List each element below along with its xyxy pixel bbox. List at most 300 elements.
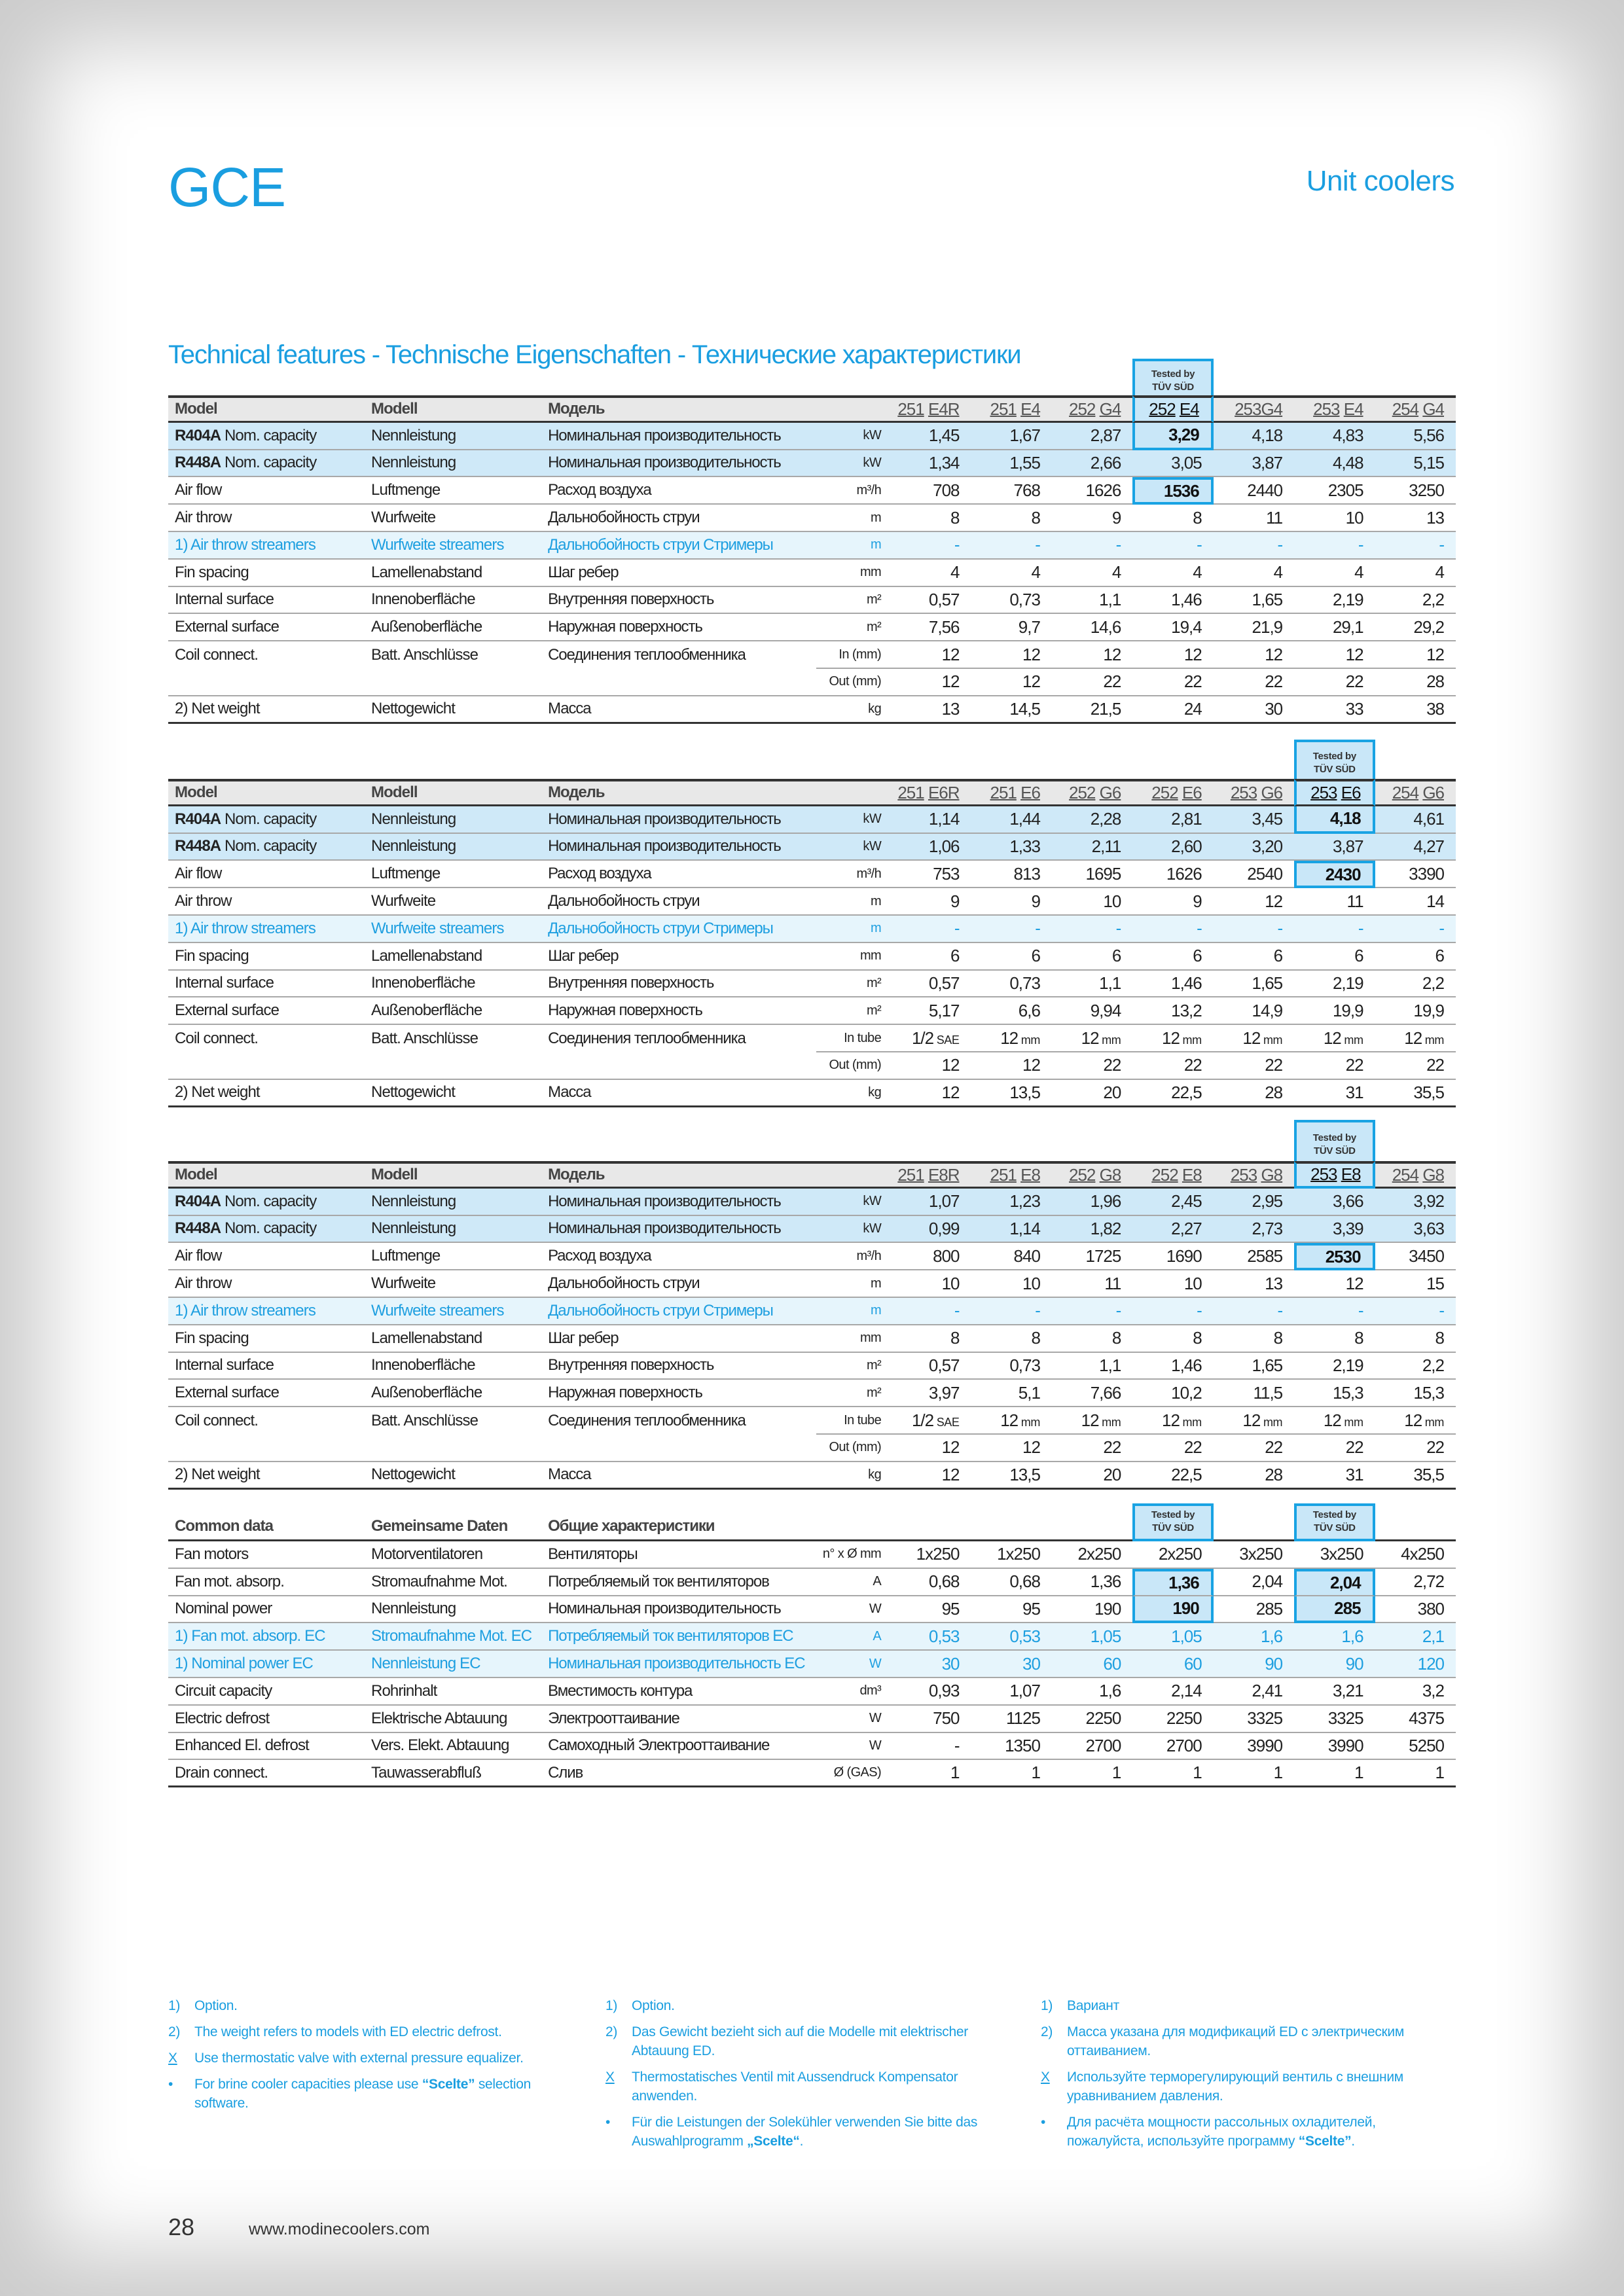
value-cell: 2305 [1294, 477, 1375, 505]
spacer-cell [365, 740, 541, 779]
column-header-ru: Общие характеристики [541, 1503, 816, 1541]
table-row [168, 806, 1456, 834]
value-cell: 1626 [1052, 477, 1132, 505]
value-cell: 3390 [1375, 861, 1456, 888]
value-cell: 2,28 [1052, 806, 1132, 834]
value-cell: 0,73 [971, 587, 1052, 615]
value-cell: 2,87 [1052, 423, 1132, 450]
value-cell: 1,1 [1052, 587, 1132, 615]
model-code-part: 253 [1310, 782, 1337, 802]
row-label-ru: Электрооттаивание [541, 1706, 816, 1733]
value-cell: 4 [1375, 560, 1456, 587]
spacer-cell [541, 740, 816, 779]
value-cell: - [1132, 1298, 1213, 1325]
spacer-cell [890, 1120, 971, 1161]
model-header [971, 395, 1052, 423]
value-cell: 28 [1375, 669, 1456, 696]
label-text: Internal surface [175, 1356, 274, 1374]
tested-badge-row [168, 740, 1456, 779]
value-cell: 8 [1052, 1325, 1132, 1353]
value-cell: - [1052, 916, 1132, 943]
unit-header [816, 395, 890, 423]
value-cell: - [890, 532, 971, 560]
row-label-ru [541, 669, 816, 696]
value-cell: - [1375, 532, 1456, 560]
model-code-part: 253G4 [1235, 399, 1283, 419]
value-cell [890, 1025, 971, 1052]
table-row [168, 641, 1456, 669]
value-cell: 22 [1214, 669, 1294, 696]
table-row [168, 1353, 1456, 1380]
row-label-en [168, 1025, 365, 1052]
value-cell: 1690 [1132, 1243, 1213, 1270]
value-cell: 3325 [1294, 1706, 1375, 1733]
value-cell: 20 [1052, 1462, 1132, 1490]
value-cell: 1,14 [971, 1216, 1052, 1244]
value-cell: 2,60 [1132, 834, 1213, 861]
unit-cell: dm³ [816, 1678, 890, 1706]
table-row [168, 971, 1456, 998]
spec-table [168, 1503, 1456, 1787]
value-cell: 35,5 [1375, 1080, 1456, 1107]
spacer-cell [971, 740, 1052, 779]
value-suffix: SAE [933, 1033, 960, 1047]
spacer-cell [1052, 740, 1132, 779]
value-cell: 0,57 [890, 587, 971, 615]
table-row [168, 1596, 1456, 1624]
row-label-de: Nennleistung [365, 1189, 541, 1216]
footnote-body: Для расчёта мощности рассольных охладителей, пожалуйста, используйте программу [1067, 2115, 1376, 2149]
table-row [168, 1435, 1456, 1462]
value-suffix: mm [1422, 1415, 1444, 1429]
common-data-table [168, 1503, 1456, 1787]
unit-cell: m [816, 505, 890, 532]
value-cell: 1x250 [890, 1541, 971, 1569]
row-label-ru: Вентиляторы [541, 1541, 816, 1569]
row-label-ru: Шаг ребер [541, 560, 816, 587]
value-cell: 6 [1132, 943, 1213, 971]
badge-line: TÜV SÜD [1152, 382, 1194, 393]
value-cell: 2,2 [1375, 587, 1456, 615]
row-label-en [168, 943, 365, 971]
value-cell: 22 [1214, 1435, 1294, 1462]
footnote-item [168, 2049, 587, 2068]
value-cell: 1,96 [1052, 1189, 1132, 1216]
value-cell: 190 [1132, 1596, 1213, 1624]
value-cell: 24 [1132, 696, 1213, 724]
footnote-tail: . [799, 2134, 804, 2149]
row-label-ru: Соединения теплообменника [548, 1030, 746, 1048]
unit-cell: kW [816, 423, 890, 450]
value-cell: 2,1 [1375, 1623, 1456, 1651]
row-label-de: Batt. Anschlüsse [371, 1412, 478, 1430]
value-cell: 2,19 [1294, 971, 1375, 998]
value-cell: 12 [1132, 641, 1213, 669]
row-label-ru: Вместимость контура [541, 1678, 816, 1706]
footnote-body: Option. [194, 1998, 238, 2013]
footnote-body: For brine cooler capacities please use [194, 2077, 422, 2092]
model-code-part: G6 [1261, 782, 1283, 802]
table-row [168, 1462, 1456, 1490]
value-cell: 1,82 [1052, 1216, 1132, 1244]
model-header [971, 779, 1052, 806]
row-label-en: Enhanced El. defrost [168, 1733, 365, 1761]
row-label-ru: Номинальная производительность [541, 834, 816, 861]
row-label-en: 1) Fan mot. absorp. EC [168, 1623, 365, 1651]
model-code-part: E8 [1182, 1164, 1202, 1185]
value-cell: 1 [1375, 1760, 1456, 1787]
table-row [168, 505, 1456, 532]
row-label-de: Nennleistung [365, 806, 541, 834]
value-cell: 1,65 [1214, 1353, 1294, 1380]
model-code-part: G6 [1099, 782, 1121, 802]
value-cell: 22,5 [1132, 1080, 1213, 1107]
model-header [1375, 395, 1456, 423]
value-cell: 13,2 [1132, 997, 1213, 1025]
value-cell: 1,06 [890, 834, 971, 861]
footnote-text [1067, 2113, 1420, 2151]
value-cell: 2,2 [1375, 971, 1456, 998]
footnote-text [1067, 2022, 1420, 2060]
unit-cell: In tube [816, 1025, 890, 1052]
row-label-de: Wurfweite streamers [365, 1298, 541, 1325]
footnote-text [194, 2049, 524, 2068]
value-cell: 2,81 [1132, 806, 1213, 834]
value-cell: 4,61 [1375, 806, 1456, 834]
software-name: „Scelte“ [747, 2134, 800, 2149]
value-cell: 1 [1294, 1760, 1375, 1787]
label-text: Air throw [175, 892, 232, 910]
row-label-en [168, 614, 365, 641]
spec-table [168, 359, 1456, 724]
label-text: Internal surface [175, 590, 274, 609]
footnote-item [605, 1996, 1018, 2015]
unit-cell: In (mm) [816, 641, 890, 669]
value-cell: 1,46 [1132, 1353, 1213, 1380]
unit-cell: Ø (GAS) [816, 1760, 890, 1787]
row-label-en [168, 997, 365, 1025]
row-label-en [168, 834, 365, 861]
value-cell: 840 [971, 1243, 1052, 1270]
row-label-ru: Соединения теплообменника [548, 646, 746, 664]
row-label-en [168, 1353, 365, 1380]
value-cell: 2,19 [1294, 587, 1375, 615]
value-cell: 3,29 [1132, 423, 1213, 450]
value-number: 1/2 [911, 1410, 934, 1430]
unit-cell: m [816, 532, 890, 560]
table-row [168, 916, 1456, 943]
value-cell: 29,1 [1294, 614, 1375, 641]
label-text: 2) Net weight [175, 700, 260, 718]
model-code-part: 251 [897, 782, 924, 802]
spacer-cell [1294, 740, 1375, 779]
value-cell: 768 [971, 477, 1052, 505]
model-header [1214, 779, 1294, 806]
value-cell: 1,36 [1132, 1569, 1213, 1596]
row-label-en [168, 1407, 365, 1435]
model-code-part: 254 [1392, 399, 1419, 419]
value-cell: 3x250 [1294, 1541, 1375, 1569]
value-cell: 22 [1132, 1052, 1213, 1080]
spec-table [168, 740, 1456, 1107]
label-text: Air flow [175, 481, 222, 499]
value-cell: 120 [1375, 1651, 1456, 1678]
value-number: 12 [1000, 1410, 1019, 1430]
value-cell: 0,93 [890, 1678, 971, 1706]
unit-cell: n° x Ø mm [816, 1541, 890, 1569]
value-cell: 12 [1375, 641, 1456, 669]
row-label-de: Batt. Anschlüsse [371, 646, 478, 664]
row-label-de [365, 1435, 541, 1462]
table-row [168, 1623, 1456, 1651]
column-header-ru: Модель [541, 1161, 816, 1189]
spacer-cell [1375, 1120, 1456, 1161]
unit-cell: W [816, 1596, 890, 1624]
footnote-marker: • [168, 2077, 173, 2092]
unit-header [816, 1503, 890, 1541]
value-cell: 1,07 [971, 1678, 1052, 1706]
footnote-body: Das Gewicht bezieht sich auf die Modelle mit elektrischer Abtauung ED. [632, 2024, 968, 2058]
table-row [168, 1706, 1456, 1733]
row-label-de: Luftmenge [365, 477, 541, 505]
value-cell [1375, 1407, 1456, 1435]
model-code-part: 252 [1151, 1164, 1178, 1185]
value-cell: 22 [1294, 669, 1375, 696]
value-cell: 190 [1052, 1596, 1132, 1624]
unit-cell: A [816, 1569, 890, 1596]
value-cell: 14 [1375, 888, 1456, 916]
footnote-text [632, 2113, 1018, 2151]
value-number: 12 [1162, 1410, 1180, 1430]
value-cell: 2,2 [1375, 1353, 1456, 1380]
value-cell: 28 [1214, 1462, 1294, 1490]
model-code-part: 254 [1392, 1164, 1419, 1185]
value-cell: - [1294, 1298, 1375, 1325]
value-cell: 1,05 [1132, 1623, 1213, 1651]
footnote-body: Thermostatisches Ventil mit Aussendruck Kompensator anwenden. [632, 2070, 958, 2104]
footnote-marker: 1) [168, 1998, 181, 2013]
footnote-text [1067, 1996, 1119, 2015]
unit-cell: m² [816, 1380, 890, 1407]
tested-by-tuv-sud-badge [1297, 1126, 1372, 1158]
unit-cell: Out (mm) [816, 1435, 890, 1462]
row-label-de: Nennleistung [365, 423, 541, 450]
label-text: 1) Air throw streamers [175, 1301, 316, 1319]
label-text: Air flow [175, 865, 222, 883]
model-header [1052, 1161, 1132, 1189]
value-cell: 3,87 [1294, 834, 1375, 861]
table-row [168, 1052, 1456, 1080]
value-cell: 1125 [971, 1706, 1052, 1733]
value-number: 12 [1404, 1028, 1422, 1048]
row-label-de: Außenoberfläche [365, 1380, 541, 1407]
row-label-en [168, 641, 365, 669]
value-cell: 0,68 [971, 1569, 1052, 1596]
product-title: GCE [168, 156, 286, 218]
spacer-cell [816, 359, 890, 395]
footnote-body: Используйте терморегулирующий вентиль с внешним уравниванием давления. [1067, 2070, 1403, 2104]
value-cell: 4 [1132, 560, 1213, 587]
footnote-marker: • [605, 2115, 611, 2130]
column-header-de: Gemeinsame Daten [365, 1503, 541, 1541]
row-label-ru: Слив [541, 1760, 816, 1787]
column-header-de: Modell [365, 395, 541, 423]
row-label-de: Wurfweite streamers [365, 916, 541, 943]
header-row [168, 779, 1456, 806]
value-cell: - [1052, 532, 1132, 560]
value-cell: 1 [890, 1760, 971, 1787]
value-cell: 6 [1052, 943, 1132, 971]
model-header [1052, 395, 1132, 423]
value-cell: 2700 [1132, 1733, 1213, 1761]
row-label-de: Wurfweite streamers [365, 532, 541, 560]
value-cell: 19,9 [1294, 997, 1375, 1025]
row-label-ru: Дальнобойность струи Стримеры [541, 916, 816, 943]
spacer-cell [1052, 1120, 1132, 1161]
value-cell: 2700 [1052, 1733, 1132, 1761]
value-cell: 1,1 [1052, 1353, 1132, 1380]
table-row [168, 1541, 1456, 1569]
label-text: Fin spacing [175, 1329, 249, 1347]
label-text: Nom. capacity [221, 1219, 317, 1238]
model-code-part: G4 [1099, 399, 1121, 419]
unit-cell: m² [816, 971, 890, 998]
row-label-ru: Дальнобойность струи Стримеры [541, 532, 816, 560]
value-cell: - [1132, 916, 1213, 943]
value-cell: 10,2 [1132, 1380, 1213, 1407]
unit-cell: kW [816, 834, 890, 861]
spec-table-e4 [168, 359, 1456, 724]
value-cell: 21,5 [1052, 696, 1132, 724]
model-header [1294, 395, 1375, 423]
tested-by-tuv-sud-badge [1135, 363, 1210, 394]
label-text: Air throw [175, 509, 232, 527]
value-cell: 22 [1294, 1435, 1375, 1462]
value-cell: 2,66 [1052, 450, 1132, 478]
value-number: 12 [1081, 1410, 1099, 1430]
refrigerant-label: R404A [175, 1192, 221, 1210]
value-cell: - [890, 916, 971, 943]
row-label-de: Motorventilatoren [365, 1541, 541, 1569]
table-row [168, 587, 1456, 615]
column-header-en: Model [168, 779, 365, 806]
unit-cell: m² [816, 1353, 890, 1380]
value-cell: 6 [890, 943, 971, 971]
value-cell: 285 [1214, 1596, 1294, 1624]
value-cell: 30 [890, 1651, 971, 1678]
value-cell: 2,41 [1214, 1678, 1294, 1706]
website-link[interactable]: www.modinecoolers.com [249, 2220, 430, 2238]
value-cell: 1,6 [1052, 1678, 1132, 1706]
value-cell: 3,21 [1294, 1678, 1375, 1706]
value-cell: 11 [1214, 505, 1294, 532]
value-cell: 2x250 [1132, 1541, 1213, 1569]
value-cell: - [1052, 1298, 1132, 1325]
value-cell: 22,5 [1132, 1462, 1213, 1490]
row-label-en [168, 971, 365, 998]
value-cell: 12 [971, 669, 1052, 696]
row-label-en [168, 861, 365, 888]
value-cell: 0,53 [971, 1623, 1052, 1651]
value-number: 12 [1323, 1410, 1341, 1430]
badge-line: Tested by [1312, 1132, 1356, 1143]
value-cell: 6 [1214, 943, 1294, 971]
row-label-ru: Масса [541, 1462, 816, 1490]
value-cell: 1,45 [890, 423, 971, 450]
value-cell: 0,57 [890, 971, 971, 998]
value-cell: 1x250 [971, 1541, 1052, 1569]
value-cell: 380 [1375, 1596, 1456, 1624]
table-row [168, 943, 1456, 971]
row-label-de: Wurfweite [365, 888, 541, 916]
table-row [168, 1733, 1456, 1761]
value-cell: 1,65 [1214, 587, 1294, 615]
value-cell: 12 [1294, 641, 1375, 669]
value-cell: 1,05 [1052, 1623, 1132, 1651]
model-header [890, 395, 971, 423]
table-row [168, 888, 1456, 916]
value-cell: 9 [890, 888, 971, 916]
badge-line: Tested by [1312, 751, 1356, 762]
unit-cell: In tube [816, 1407, 890, 1435]
value-cell: 12 [971, 1052, 1052, 1080]
value-cell: 13 [890, 696, 971, 724]
table-row [168, 423, 1456, 450]
value-cell: 800 [890, 1243, 971, 1270]
unit-cell: kW [816, 806, 890, 834]
value-cell: 11 [1294, 888, 1375, 916]
table-row [168, 1025, 1456, 1052]
row-label-en [168, 1216, 365, 1244]
unit-cell: kg [816, 1080, 890, 1107]
spacer-cell [971, 359, 1052, 395]
value-cell: 14,5 [971, 696, 1052, 724]
row-label-de: Wurfweite [365, 505, 541, 532]
row-label-ru: Внутренняя поверхность [541, 1353, 816, 1380]
unit-cell: kW [816, 1216, 890, 1244]
value-number: 12 [1404, 1410, 1422, 1430]
model-code-part: G4 [1422, 399, 1444, 419]
value-cell: 11 [1052, 1270, 1132, 1298]
row-label-ru: Дальнобойность струи [541, 888, 816, 916]
value-cell: 3x250 [1214, 1541, 1294, 1569]
unit-cell: m [816, 1270, 890, 1298]
value-cell: 15 [1375, 1270, 1456, 1298]
value-cell: 8 [971, 1325, 1052, 1353]
row-label-ru: Расход воздуха [541, 1243, 816, 1270]
label-text: 2) Net weight [175, 1465, 260, 1484]
row-label-en [168, 450, 365, 478]
value-cell: 0,99 [890, 1216, 971, 1244]
value-cell: 4 [1214, 560, 1294, 587]
value-suffix: mm [1341, 1415, 1363, 1429]
spacer-cell [1375, 359, 1456, 395]
row-label-en [168, 1298, 365, 1325]
value-number: 12 [1242, 1410, 1261, 1430]
row-label-en: 1) Nominal power EC [168, 1651, 365, 1678]
tested-by-tuv-sud-badge [1297, 745, 1372, 776]
row-label-ru: Номинальная производительность [541, 1596, 816, 1624]
footnote-marker: • [1041, 2115, 1046, 2130]
value-cell: 33 [1294, 696, 1375, 724]
spacer-cell [1294, 359, 1375, 395]
value-cell: 2,27 [1132, 1216, 1213, 1244]
row-label-en [168, 888, 365, 916]
value-cell: 0,73 [971, 971, 1052, 998]
footnotes-english [168, 1996, 587, 2120]
value-cell: 31 [1294, 1080, 1375, 1107]
value-cell: - [1214, 916, 1294, 943]
